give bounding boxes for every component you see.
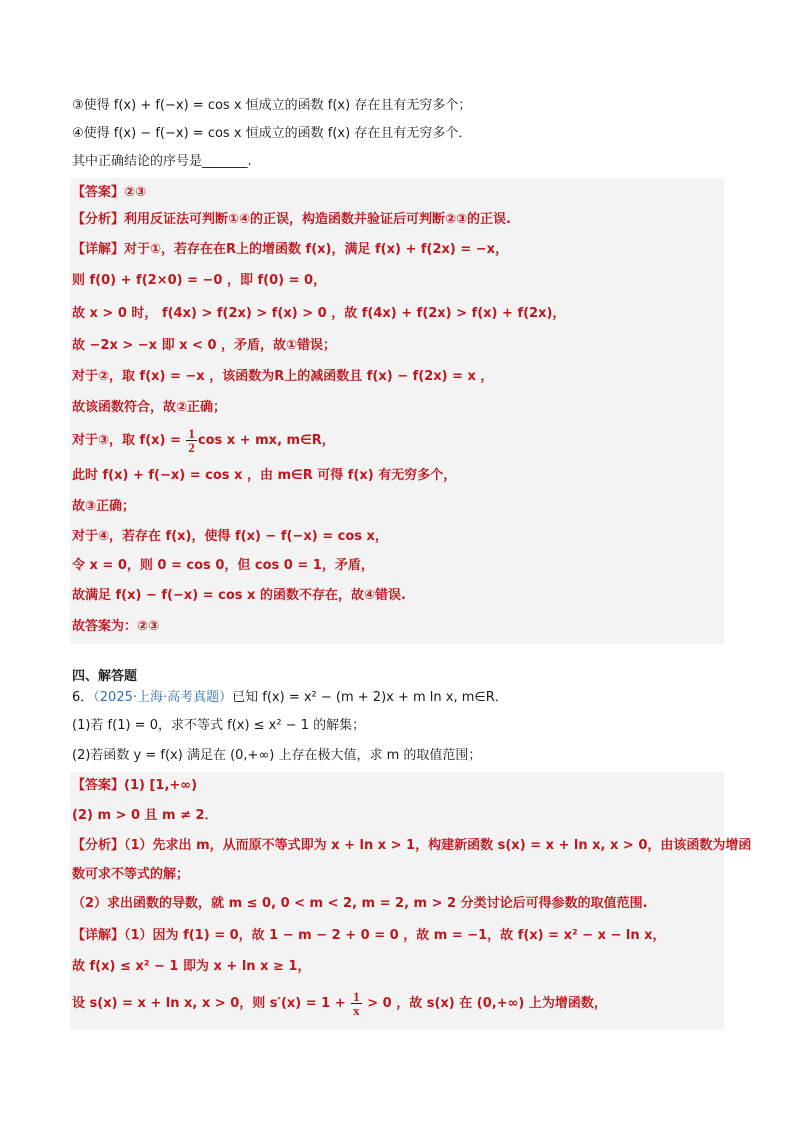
detail-text: 对于③，取 f(x) = [72, 433, 186, 448]
q6-analysis-1 [72, 836, 751, 856]
detail-tag: 【详解】 [72, 242, 125, 257]
q6-answer-2: (2) m > 0 且 m ≠ 2． [72, 808, 218, 823]
detail-text: 设 s(x) = x + ln x, x > 0，则 s′(x) = 1 + [72, 996, 351, 1011]
q6-part-1: (1)若 f(1) = 0，求不等式 f(x) ≤ x² − 1 的解集； [72, 718, 366, 733]
question-text: 已知 f(x) = x² − (m + 2)x + m ln x, m∈R． [232, 690, 508, 705]
q6-detail-line-1 [72, 926, 666, 946]
fraction-numerator: 1 [353, 989, 360, 1004]
detail-text: cos x + mx, m∈R， [197, 433, 335, 448]
answer-tag: 【答案】 [72, 778, 125, 793]
q5-detail-line-9: 故③正确； [72, 499, 136, 514]
q6-analysis-2: （2）求出函数的导数，就 m ≤ 0, 0 < m < 2, m = 2, m > 2 分类讨论后可得参数的取值范围. [72, 896, 648, 911]
q5-answer [72, 183, 146, 203]
q5-detail-line-6: 故该函数符合，故②正确； [72, 400, 227, 415]
q6-detail-line-2: 故 f(x) ≤ x² − 1 即为 x + ln x ≥ 1， [72, 959, 311, 974]
analysis-tag: 【分析】 [72, 838, 125, 853]
question-number: 6． [72, 690, 94, 705]
q6-analysis-1b: 数可求不等式的解； [72, 867, 190, 882]
detail-text: （1）因为 f(1) = 0，故 1 − m − 2 + 0 = 0 ，故 m = −1，故 f(x) = x² − x − ln x， [124, 928, 666, 943]
q6-stem [72, 688, 508, 708]
q5-detail-line-13: 故答案为：②③ [72, 619, 160, 634]
q5-detail-line-4: 故 −2x > −x 即 x < 0 ，矛盾，故①错误； [72, 338, 337, 353]
q6-answer [72, 776, 197, 796]
q5-detail-line-3: 故 x > 0 时， f(4x) > f(2x) > f(x) > 0 ，故 f(4x) + f(2x) > f(x) + f(2x)， [72, 306, 566, 321]
q5-detail-line-2: 则 f(0) + f(2×0) = −0 ，即 f(0) = 0， [72, 273, 327, 288]
q6-part-2: (2)若函数 y = f(x) 满足在 (0,+∞) 上存在极大值，求 m 的取值范围； [72, 748, 482, 763]
detail-tag: 【详解】 [72, 928, 125, 943]
q5-analysis [72, 210, 511, 230]
q5-detail-line-5: 对于②，取 f(x) = −x ，该函数为R上的减函数且 f(x) − f(2x) = x ， [72, 369, 494, 384]
q5-detail-line-7 [72, 427, 335, 454]
q5-detail-line-11: 令 x = 0，则 0 = cos 0，但 cos 0 = 1，矛盾， [72, 558, 374, 573]
analysis-text: 利用反证法可判断①④的正误，构造函数并验证后可判断②③的正误. [124, 212, 511, 227]
fraction-denominator: x [353, 1003, 360, 1018]
statement-item-4: ④使得 f(x) − f(−x) = cos x 恒成立的函数 f(x) 存在且有无穷多个． [72, 126, 472, 141]
q5-detail-line-10: 对于④，若存在 f(x)，使得 f(x) − f(−x) = cos x， [72, 529, 388, 544]
section-title: 四、解答题 [72, 669, 138, 684]
analysis-tag: 【分析】 [72, 212, 125, 227]
answer-value: (1) [1,+∞) [124, 778, 198, 793]
analysis-text: （1）先求出 m，从而原不等式即为 x + ln x > 1，构建新函数 s(x) = x + ln x, x > 0，由该函数为增函 [124, 838, 752, 853]
detail-text: 对于①，若存在在R上的增函数 f(x)，满足 f(x) + f(2x) = −x， [124, 242, 509, 257]
answer-value: ②③ [124, 185, 147, 200]
fraction-denominator: 2 [188, 440, 195, 455]
fraction [186, 427, 197, 454]
question-blank: 其中正确结论的序号是_______. [72, 154, 252, 169]
fraction-numerator: 1 [188, 426, 195, 441]
q5-detail-line-12: 故满足 f(x) − f(−x) = cos x 的函数不存在，故④错误. [72, 588, 406, 603]
statement-item-3: ③使得 f(x) + f(−x) = cos x 恒成立的函数 f(x) 存在且有无穷多个； [72, 98, 472, 113]
question-source: （2025·上海·高考真题） [93, 690, 233, 705]
detail-text: > 0 ，故 s(x) 在 (0,+∞) 上为增函数， [362, 996, 607, 1011]
fraction [351, 990, 362, 1017]
q6-detail-line-3 [72, 990, 607, 1017]
answer-tag: 【答案】 [72, 185, 125, 200]
q5-detail-line-1 [72, 240, 508, 260]
q5-detail-line-8: 此时 f(x) + f(−x) = cos x ，由 m∈R 可得 f(x) 有无穷多个， [72, 468, 457, 483]
